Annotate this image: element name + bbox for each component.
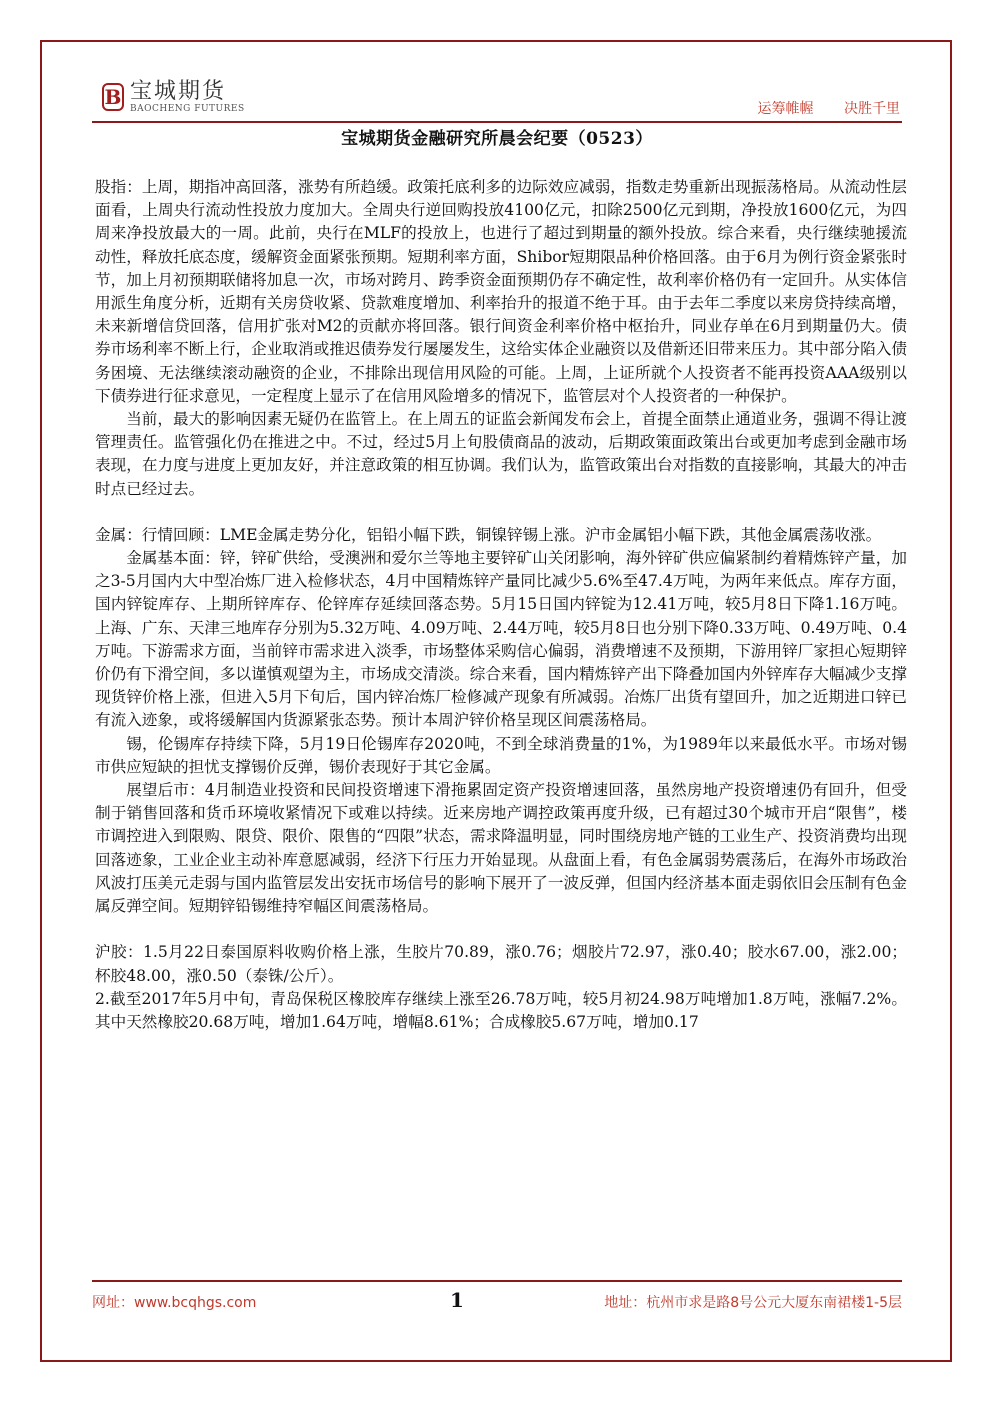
page-number: 1 <box>450 1288 464 1312</box>
body-paragraph: 展望后市：4月制造业投资和民间投资增速下滑拖累固定资产投资增速回落，虽然房地产投资增速仍有回升，但受制于销售回落和货币环境收紧情况下或难以持续。近来房地产调控政策再度升级，已有超过30个城市开启“限售”，楼市调控进入到限购、限贷、限价、限售的“四限”状态，需求降温明显，同时围绕房地产链的工业生产、投资消费均出现回落迹象，工业企业主动补库意愿减弱，经济下行压力开始显现。从盘面上看，有色金属弱势震荡后，在海外市场政治风波打压美元走弱与国内监管层发出安抚市场信号的影响下展开了一波反弹，但国内经济基本面走弱依旧会压制有色金属反弹空间。短期锌铅锡维持窄幅区间震荡格局。 <box>95 781 907 916</box>
body-paragraph: 当前，最大的影响因素无疑仍在监管上。在上周五的证监会新闻发布会上，首提全面禁止通道业务，强调不得让渡管理责任。监管强化仍在推进之中。不过，经过5月上旬股债商品的波动，后期政策面政策出台或更加考虑到金融市场表现，在力度与进度上更加友好，并注意政策的相互协调。我们认为，监管政策出台对指数的直接影响，其最大的冲击时点已经过去。 <box>95 410 907 498</box>
paragraph-gap <box>95 501 907 524</box>
document-title: 宝城期货金融研究所晨会纪要（0523） <box>341 129 653 149</box>
slogan-part-1: 运筹帷幄 <box>757 101 814 117</box>
body-paragraph: 金属：行情回顾：LME金属走势分化，铝铅小幅下跌，铜镍锌锡上涨。沪市金属铝小幅下跌，其他金属震荡收涨。 <box>95 525 882 544</box>
company-address: 地址：杭州市求是路8号公元大厦东南裙楼1-5层 <box>604 1295 902 1311</box>
website-link[interactable]: 网址：www.bcqhgs.com <box>92 1295 257 1311</box>
body-paragraph: 锡，伦锡库存持续下降，5月19日伦锡库存2020吨，不到全球消费量的1%，为1989年以来最低水平。市场对锡市供应短缺的担忧支撑锡价反弹，锡价表现好于其它金属。 <box>95 734 907 776</box>
logo-mark-icon: B <box>102 83 124 111</box>
logo-chinese-name: 宝城期货 <box>130 79 227 104</box>
page-header <box>92 72 902 122</box>
logo-english-name: BAOCHENG FUTURES <box>130 104 245 114</box>
header-slogan <box>732 98 900 118</box>
body-paragraph: 沪胶：1.5月22日泰国原料收购价格上涨，生胶片70.89，涨0.76；烟胶片72.97，涨0.40；胶水67.00，涨2.00；杯胶48.00，涨0.50（泰铢/公斤）。 <box>95 943 907 985</box>
body-paragraph: 金属基本面：锌，锌矿供给，受澳洲和爱尔兰等地主要锌矿山关闭影响，海外锌矿供应偏紧制约着精炼锌产量，加之3-5月国内大中型冶炼厂进入检修状态，4月中国精炼锌产量同比减少5.6%至47.4万吨，为两年来低点。库存方面，国内锌锭库存、上期所锌库存、伦锌库存延续回落态势。5月15日国内锌锭为12.41万吨，较5月8日下降1.16万吨。上海、广东、天津三地库存分别为5.32万吨、4.09万吨、2.44万吨，较5月8日也分别下降0.33万吨、0.49万吨、0.4万吨。下游需求方面，当前锌市需求进入淡季，市场整体采购信心偏弱，消费增速不及预期，下游用锌厂家担心短期锌价仍有下滑空间，多以谨慎观望为主，市场成交清淡。综合来看，国内精炼锌产出下降叠加国内外锌库存大幅减少支撑现货锌价格上涨，但进入5月下旬后，国内锌冶炼厂检修减产现象有所减弱。冶炼厂出货有望回升，加之近期进口锌已有流入迹象，或将缓解国内货源紧张态势。预计本周沪锌价格呈现区间震荡格局。 <box>95 549 907 730</box>
body-paragraph: 股指：上周，期指冲高回落，涨势有所趋缓。政策托底利多的边际效应减弱，指数走势重新出现振荡格局。从流动性层面看，上周央行流动性投放力度加大。全周央行逆回购投放4100亿元，扣除2500亿元到期，净投放1600亿元，为四周来净投放最大的一周。此前，央行在MLF的投放上，也进行了超过到期量的额外投放。综合来看，央行继续驰援流动性，释放托底态度，缓解资金面紧张预期。短期利率方面，Shibor短期限品种价格回落。由于6月为例行资金紧张时节，加上月初预期联储将加息一次，市场对跨月、跨季资金面预期仍存不确定性，故利率价格仍有一定回升。从实体信用派生角度分析，近期有关房贷收紧、贷款难度增加、利率抬升的报道不绝于耳。由于去年二季度以来房贷持续高增，未来新增信贷回落，信用扩张对M2的贡献亦将回落。银行间资金利率价格中枢抬升，同业存单在6月到期量仍大。债券市场利率不断上行，企业取消或推迟债券发行屡屡发生，这给实体企业融资以及借新还旧带来压力。其中部分陷入债务困境、无法继续滚动融资的企业，不排除出现信用风险的可能。上周，上证所就个人投资者不能再投资AAA级别以下债券进行征求意见，一定程度上显示了在信用风险增多的情况下，监管层对个人投资者的一种保护。 <box>95 178 907 405</box>
body-paragraph: 2.截至2017年5月中旬，青岛保税区橡胶库存继续上涨至26.78万吨，较5月初24.98万吨增加1.8万吨，涨幅7.2%。其中天然橡胶20.68万吨，增加1.64万吨，增幅8.61%；合成橡胶5.67万吨，增加0.17 <box>95 989 907 1031</box>
page-footer <box>92 1288 902 1318</box>
footer-divider <box>92 1280 902 1282</box>
document-body <box>95 176 907 1034</box>
slogan-part-2: 决胜千里 <box>844 101 900 117</box>
paragraph-gap <box>95 918 907 941</box>
company-logo <box>102 80 245 114</box>
header-divider <box>92 121 902 123</box>
